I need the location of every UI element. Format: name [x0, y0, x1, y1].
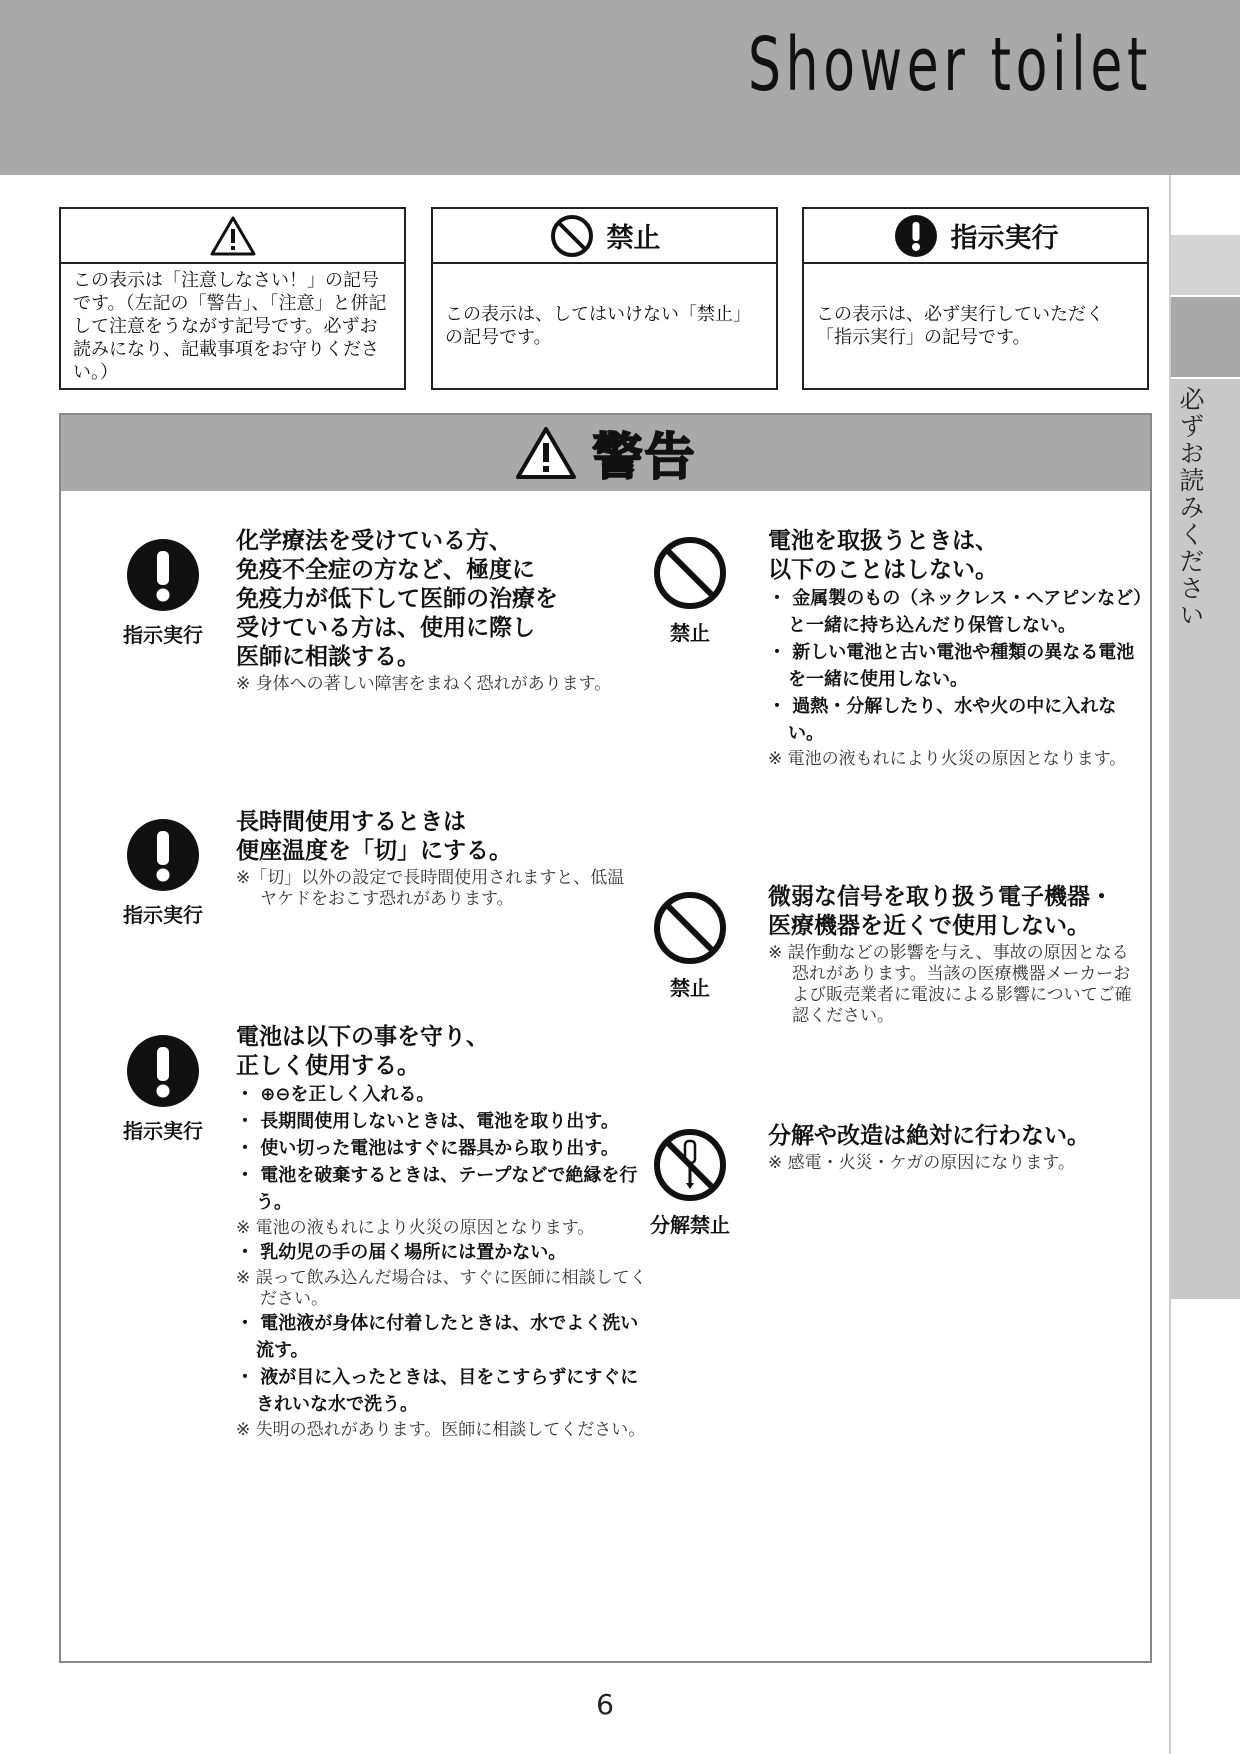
bullet-item: ・ 液が目に入ったときは、目をこすらずにすぐにきれいな水で洗う。 [236, 1367, 639, 1415]
item-note: ※ 身体への著しい障害をまねく恐れがあります。 [236, 674, 612, 694]
symbol-label: 分解禁止 [650, 1213, 730, 1237]
item-note: ※ 感電・火災・ケガの原因になります。 [768, 1153, 1075, 1173]
no-disassembly-icon [652, 1127, 728, 1203]
legend-prohibition-title: 禁止 [606, 223, 661, 254]
side-tab-label: 必ずお読みください [1176, 386, 1205, 629]
side-tab-top [1171, 235, 1240, 295]
legend-caution-head [61, 209, 404, 264]
title-line: 医師に相談する。 [236, 644, 420, 670]
bullet-item: ・ 金属製のもの（ネックレス・ヘアピンなど）と一緒に持ち込んだり保管しない。 [768, 588, 1143, 636]
legend-instruction-title: 指示実行 [950, 223, 1059, 254]
warning-item-no-modification [768, 1122, 1143, 1174]
bullet-item: ・ 新しい電池と古い電池や種類の異なる電池を一緒に使用しない。 [768, 642, 1135, 690]
bullet-item: ・ 電池を破棄するときは、テープなどで絶縁を行う。 [236, 1165, 638, 1213]
item-title [768, 883, 1143, 941]
instruction-icon [125, 537, 201, 613]
legend-instruction-text: この表示は、必ず実行していただく「指示実行」の記号です。 [816, 304, 1104, 348]
instruction-symbol [108, 537, 218, 648]
title-line: 免疫不全症の方など、極度に [236, 557, 535, 583]
caution-triangle-icon [210, 216, 256, 256]
item-title [768, 1122, 1143, 1151]
title-line: 分解や改造は絶対に行わない。 [768, 1123, 1090, 1149]
side-tab-active [1171, 297, 1240, 377]
item-title [768, 527, 1143, 585]
warning-panel [59, 413, 1152, 1663]
title-line: 正しく使用する。 [236, 1053, 420, 1079]
prohibition-symbol [635, 535, 745, 646]
instruction-symbol [108, 1033, 218, 1144]
title-line: 受けている方は、使用に際し [236, 615, 535, 641]
instruction-icon [125, 817, 201, 893]
warning-item-battery-handling [768, 527, 1143, 770]
instruction-icon [125, 1033, 201, 1109]
legend-prohibition [431, 207, 778, 390]
bullet-item: ・ 電池液が身体に付着したときは、水でよく洗い流す。 [236, 1313, 639, 1361]
symbol-label: 指示実行 [123, 623, 203, 647]
brand-logo: Shower toilet [747, 22, 1152, 108]
bullet-item: ・ 過熱・分解したり、水や火の中に入れない。 [768, 696, 1117, 744]
symbol-label: 指示実行 [123, 903, 203, 927]
symbol-label: 禁止 [670, 976, 710, 1000]
legend-caution-text: この表示は「注意しなさい！」の記号です。（左記の「警告」、「注意」と併記して注意をうながす記号です。必ずお読みになり、記載事項をお守りください。） [73, 269, 387, 383]
prohibition-icon [652, 535, 728, 611]
legend-caution [59, 207, 406, 390]
warning-item-chemotherapy [236, 527, 636, 695]
warning-header [61, 415, 1150, 491]
page-number: 6 [596, 1688, 614, 1721]
title-line: 電池は以下の事を守り、 [236, 1024, 489, 1050]
item-title [236, 1023, 656, 1081]
prohibition-symbol [635, 890, 745, 1001]
disassembly-prohibited-symbol [635, 1127, 745, 1238]
legend-prohibition-head [433, 209, 776, 264]
item-note: ※ 誤って飲み込んだ場合は、すぐに医師に相談してください。 [236, 1268, 647, 1309]
legend-instruction [802, 207, 1149, 390]
prohibition-icon [549, 213, 595, 259]
bullet-item: ・ ⊕⊖を正しく入れる。 [236, 1084, 435, 1105]
legend-prohibition-text: この表示は、してはいけない「禁止」の記号です。 [445, 304, 751, 348]
item-note: ※ 電池の液もれにより火災の原因となります。 [768, 749, 1127, 769]
legend-instruction-head [804, 209, 1147, 264]
title-line: 電池を取扱うときは、 [768, 528, 998, 554]
title-line: 免疫力が低下して医師の治療を [236, 586, 558, 612]
symbol-label: 指示実行 [123, 1119, 203, 1143]
title-line: 医療機器を近くで使用しない。 [768, 913, 1090, 939]
item-title [236, 808, 636, 866]
warning-triangle-icon [515, 426, 577, 480]
bullet-item: ・ 長期間使用しないときは、電池を取り出す。 [236, 1111, 619, 1132]
title-line: 便座温度を「切」にする。 [236, 838, 512, 864]
item-note: ※ 誤作動などの影響を与え、事故の原因となる恐れがあります。当該の医療機器メーカーおよび販売業者に電波による影響についてご確認ください。 [768, 943, 1132, 1026]
item-title [236, 527, 636, 672]
warning-title: 警告 [592, 428, 697, 486]
item-note: ※「切」以外の設定で長時間使用されますと、低温ヤケドをおこす恐れがあります。 [236, 868, 625, 909]
bullet-item: ・ 使い切った電池はすぐに器具から取り出す。 [236, 1138, 619, 1159]
title-line: 化学療法を受けている方、 [236, 528, 512, 554]
symbol-label: 禁止 [670, 621, 710, 645]
title-line: 微弱な信号を取り扱う電子機器・ [768, 884, 1113, 910]
title-line: 以下のことはしない。 [768, 557, 998, 583]
prohibition-icon [652, 890, 728, 966]
item-note: ※ 失明の恐れがあります。医師に相談してください。 [236, 1420, 646, 1440]
warning-item-medical-devices [768, 883, 1143, 1027]
title-line: 長時間使用するときは [236, 809, 466, 835]
warning-item-seat-temperature [236, 808, 636, 910]
item-note: ※ 電池の液もれにより火災の原因となります。 [236, 1218, 595, 1238]
instruction-icon [893, 213, 939, 259]
warning-item-battery-use [236, 1023, 656, 1441]
instruction-symbol [108, 817, 218, 928]
header-band [0, 0, 1240, 175]
bullet-item: ・ 乳幼児の手の届く場所には置かない。 [236, 1242, 567, 1263]
